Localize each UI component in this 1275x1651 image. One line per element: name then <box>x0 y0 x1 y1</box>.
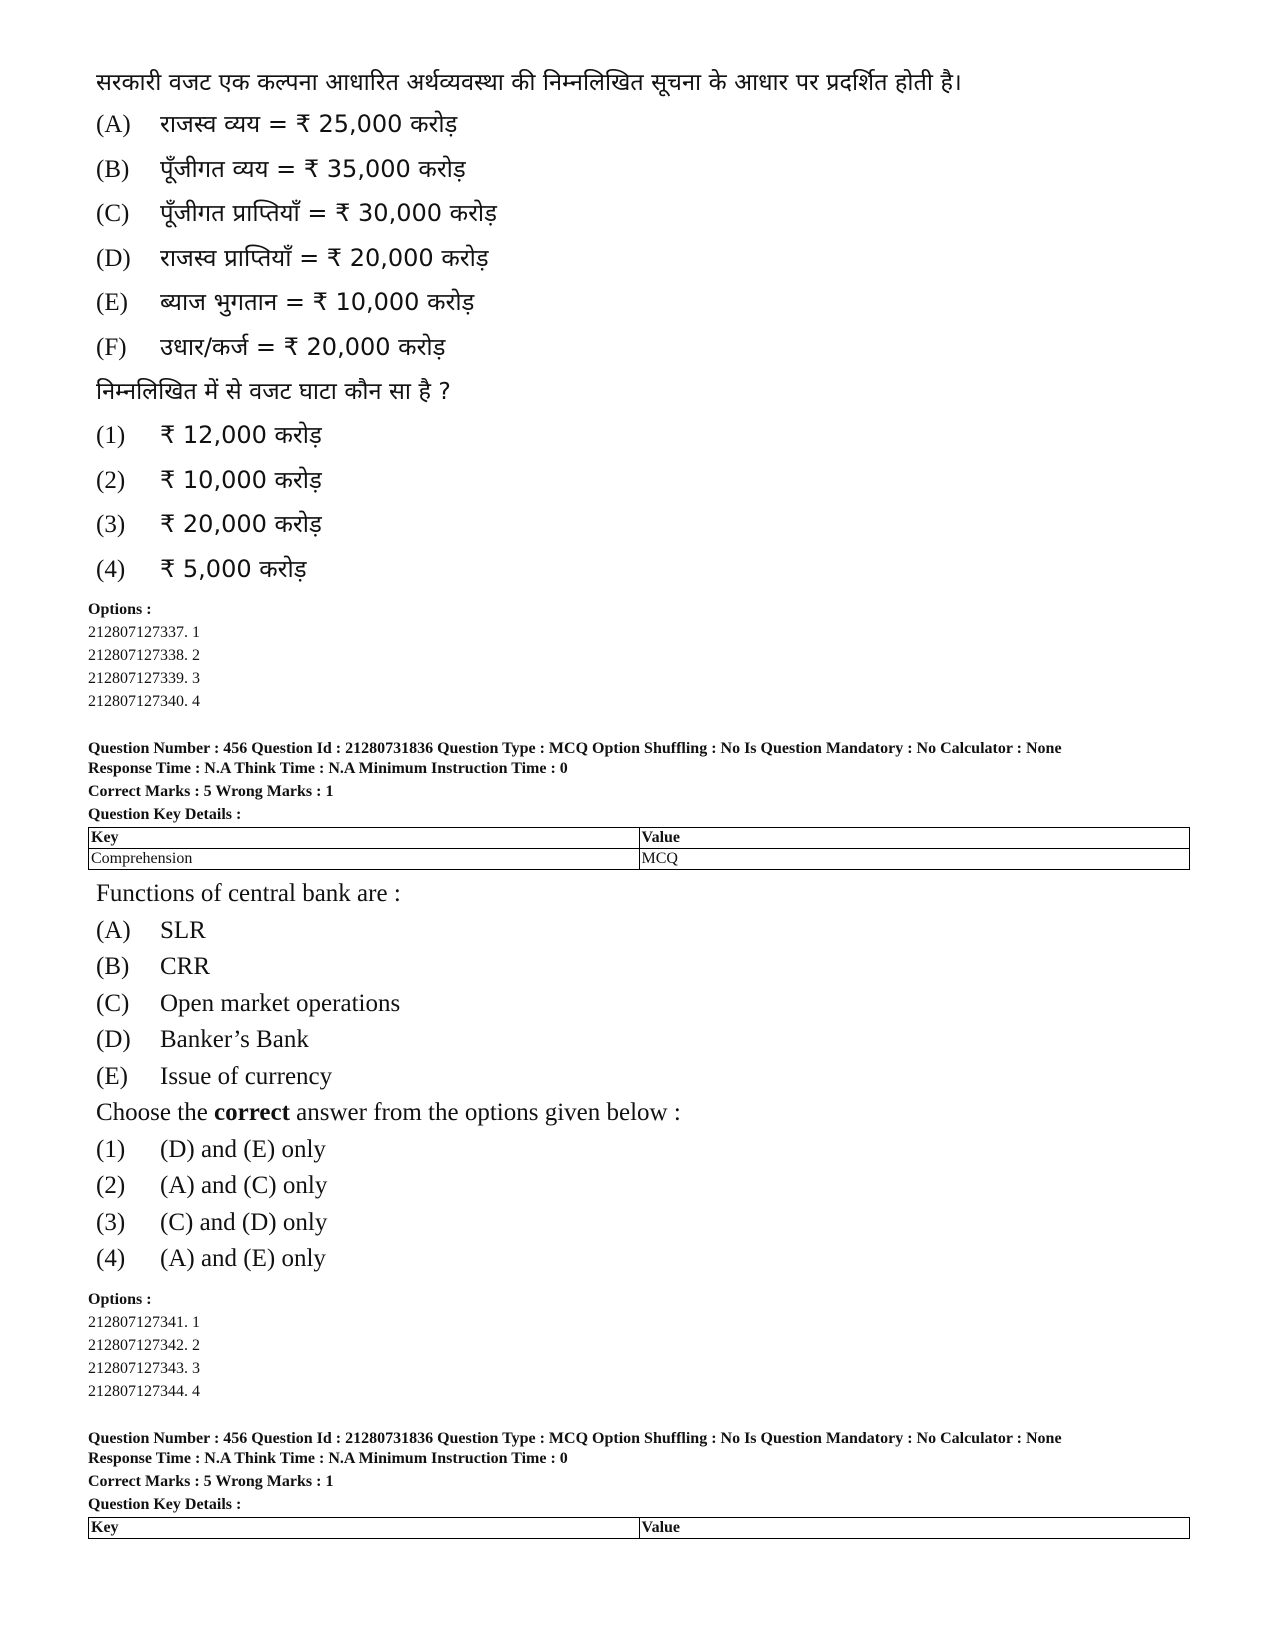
question-stem: सरकारी वजट एक कल्पना आधारित अर्थव्यवस्था की निम्नलिखित सूचना के आधार पर प्रदर्शित होती है। <box>96 68 962 96</box>
prompt-part: Choose the <box>96 1099 215 1126</box>
answer-choice <box>96 1168 1196 1205</box>
statement-item <box>96 191 1196 236</box>
option-id: 212807127340. 4 <box>88 693 200 710</box>
options-title: Options : <box>88 1291 152 1308</box>
option-id: 212807127343. 3 <box>88 1360 200 1377</box>
table-header-key: Key <box>89 828 640 849</box>
statement-label: (B) <box>96 953 130 980</box>
statement-text: उधार/कर्ज = ₹ 20,000 करोड़ <box>160 332 446 361</box>
hindi-question-block <box>96 62 1196 591</box>
table-header-value: Value <box>639 1518 1190 1539</box>
choice-label: (1) <box>96 422 126 449</box>
meta-line: Response Time : N.A Think Time : N.A Minimum Instruction Time : 0 <box>88 760 568 777</box>
option-id: 212807127341. 1 <box>88 1314 200 1331</box>
statement-text: राजस्व व्यय = ₹ 25,000 करोड़ <box>160 110 458 138</box>
statement-label: (D) <box>96 244 131 272</box>
meta-line: Correct Marks : 5 Wrong Marks : 1 <box>88 1473 334 1490</box>
question-meta <box>88 1429 1062 1515</box>
statement-label: (A) <box>96 916 131 944</box>
answer-choice <box>96 458 1196 503</box>
statement-text: ब्याज भुगतान = ₹ 10,000 करोड़ <box>160 288 475 316</box>
answer-choice <box>96 413 1196 458</box>
table-header-value: Value <box>639 828 1190 849</box>
statement-text: SLR <box>160 916 206 944</box>
choice-label: (2) <box>96 466 126 494</box>
meta-line: Question Key Details : <box>88 806 242 823</box>
choice-text: ₹ 5,000 करोड़ <box>160 554 307 583</box>
statement-item <box>96 280 1196 325</box>
options-title: Options : <box>88 601 152 618</box>
statement-text: पूँजीगत प्राप्तियाँ = ₹ 30,000 करोड़ <box>160 199 497 227</box>
statement-item <box>96 913 1196 950</box>
table-row <box>89 849 1190 870</box>
answer-choice <box>96 1241 1196 1278</box>
meta-line: Correct Marks : 5 Wrong Marks : 1 <box>88 783 334 800</box>
question-prompt <box>96 1095 1196 1132</box>
choice-text: (D) and (E) only <box>160 1135 326 1163</box>
statement-label: (E) <box>96 289 128 316</box>
statement-label: (D) <box>96 1026 131 1053</box>
answer-choice <box>96 1205 1196 1242</box>
statement-label: (E) <box>96 1062 128 1090</box>
statement-item <box>96 949 1196 986</box>
choice-text: (A) and (C) only <box>160 1172 328 1199</box>
answer-choice <box>96 502 1196 547</box>
choice-text: ₹ 12,000 करोड़ <box>160 421 322 449</box>
meta-line: Question Key Details : <box>88 1496 242 1513</box>
table-header-row <box>89 1518 1190 1539</box>
options-list <box>88 598 200 713</box>
meta-line: Question Number : 456 Question Id : 21280731836 Question Type : MCQ Option Shuffling : No Is Question Mandatory : No Calculator : None <box>88 1430 1062 1447</box>
choice-label: (2) <box>96 1172 126 1199</box>
choice-label: (3) <box>96 511 126 538</box>
question-key-table <box>88 827 1190 870</box>
option-id: 212807127344. 4 <box>88 1383 200 1400</box>
question-meta <box>88 739 1062 825</box>
statement-text: Issue of currency <box>160 1062 333 1090</box>
option-id: 212807127338. 2 <box>88 647 200 664</box>
option-id: 212807127342. 2 <box>88 1337 200 1354</box>
answer-choice <box>96 1132 1196 1169</box>
answer-choice <box>96 547 1196 592</box>
statement-item <box>96 1022 1196 1059</box>
option-id: 212807127339. 3 <box>88 670 200 687</box>
choice-text: (C) and (D) only <box>160 1208 328 1236</box>
statement-text: CRR <box>160 953 211 980</box>
statement-item <box>96 147 1196 192</box>
statement-item <box>96 1059 1196 1096</box>
question-prompt: निम्नलिखित में से वजट घाटा कौन सा है ? <box>96 377 451 405</box>
table-cell-key: Comprehension <box>89 849 640 870</box>
prompt-part: answer from the options given below : <box>289 1099 681 1126</box>
choice-text: (A) and (E) only <box>160 1245 326 1272</box>
statement-label: (A) <box>96 111 131 138</box>
table-header-row <box>89 828 1190 849</box>
choice-label: (1) <box>96 1135 126 1163</box>
statement-item <box>96 986 1196 1023</box>
choice-label: (4) <box>96 555 126 583</box>
statement-text: Banker’s Bank <box>160 1026 309 1053</box>
english-question-block <box>96 876 1196 1278</box>
meta-line: Question Number : 456 Question Id : 21280731836 Question Type : MCQ Option Shuffling : No Is Question Mandatory : No Calculator : None <box>88 740 1062 757</box>
options-list <box>88 1288 200 1403</box>
statement-label: (C) <box>96 989 130 1017</box>
statement-item <box>96 102 1196 147</box>
statement-item <box>96 325 1196 370</box>
statement-label: (B) <box>96 155 130 183</box>
statement-item <box>96 236 1196 281</box>
choice-label: (3) <box>96 1208 126 1236</box>
statement-text: Open market operations <box>160 989 401 1017</box>
choice-label: (4) <box>96 1245 126 1272</box>
table-header-key: Key <box>89 1518 640 1539</box>
statement-text: पूँजीगत व्यय = ₹ 35,000 करोड़ <box>160 154 466 183</box>
prompt-emphasis: correct <box>214 1099 290 1126</box>
question-key-table <box>88 1517 1190 1539</box>
statement-label: (C) <box>96 200 130 227</box>
meta-line: Response Time : N.A Think Time : N.A Minimum Instruction Time : 0 <box>88 1450 568 1467</box>
question-stem: Functions of central bank are : <box>96 880 401 907</box>
option-id: 212807127337. 1 <box>88 624 200 641</box>
choice-text: ₹ 10,000 करोड़ <box>160 465 322 494</box>
statement-label: (F) <box>96 333 127 361</box>
choice-text: ₹ 20,000 करोड़ <box>160 510 322 538</box>
table-cell-value: MCQ <box>639 849 1190 870</box>
statement-text: राजस्व प्राप्तियाँ = ₹ 20,000 करोड़ <box>160 243 489 272</box>
